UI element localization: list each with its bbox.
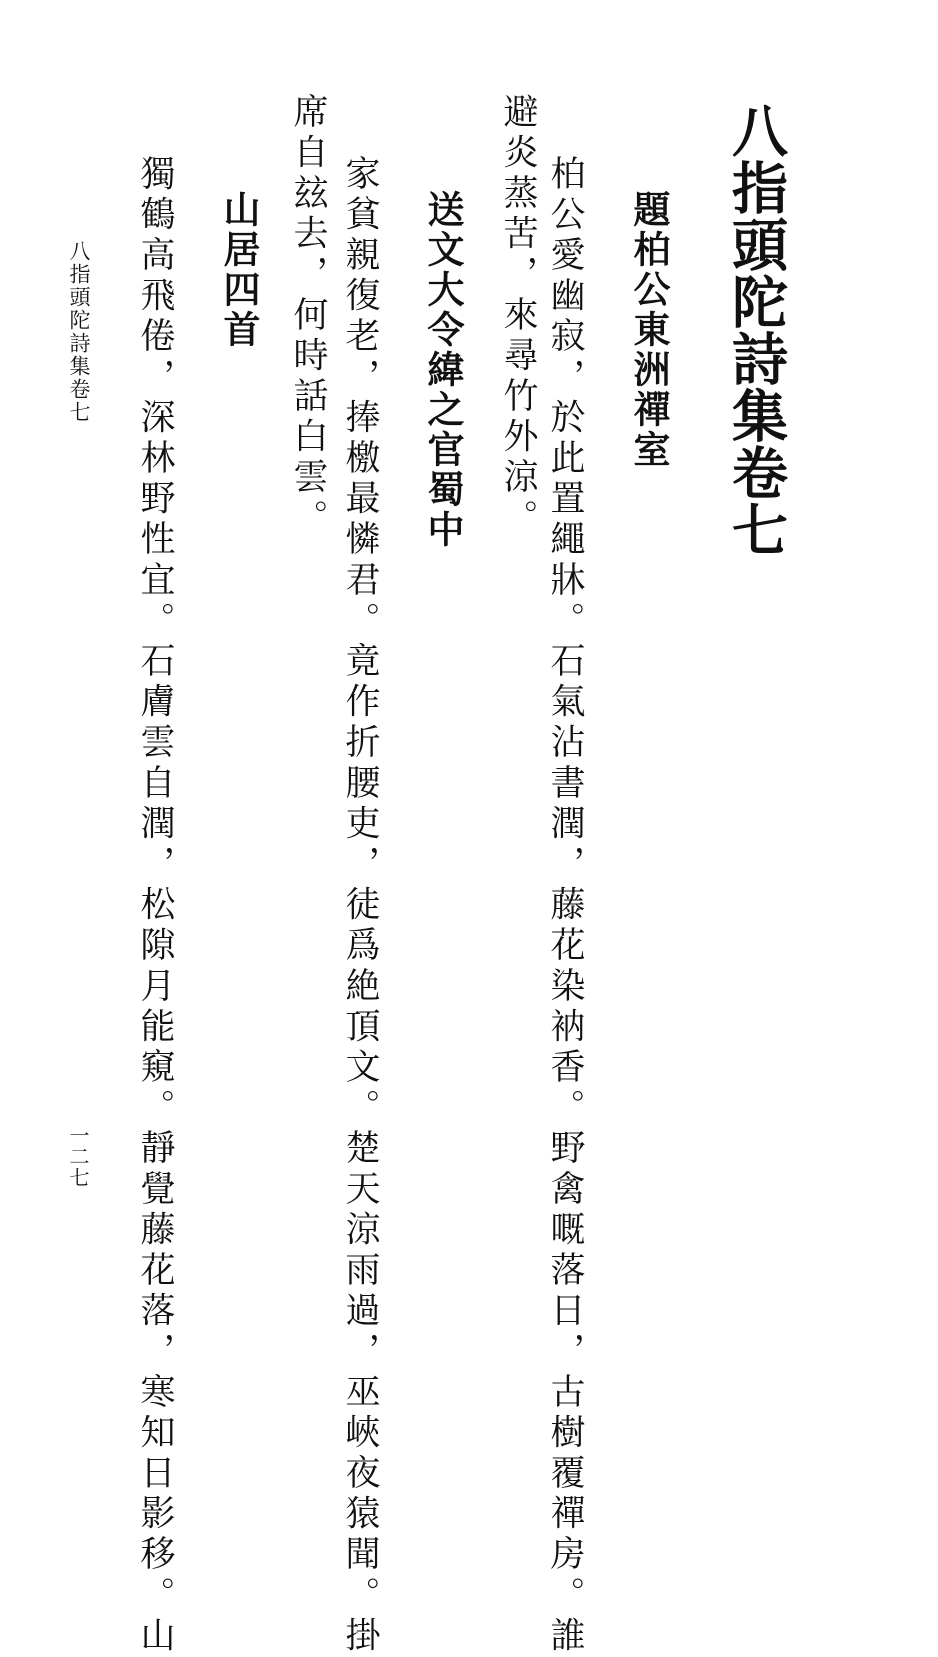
poem-2-line-1: 家貧親復老，捧檄最憐君。竟作折腰吏，徒爲絶頂文。楚天涼雨過，巫峽夜猿聞。掛 bbox=[340, 155, 380, 1657]
running-head: 八指頭陀詩集卷七 bbox=[67, 240, 91, 424]
poem-1-line-1: 柏公愛幽寂，於此置繩牀。石氣沾書潤，藤花染衲香。野禽嘅落日，古樹覆禪房。誰 bbox=[545, 155, 585, 1657]
page-number: 一二七 bbox=[66, 1125, 90, 1188]
volume-title: 八指頭陀詩集卷七 bbox=[723, 102, 789, 558]
poem-2-line-2: 席自玆去，何時話白雲。 bbox=[288, 93, 328, 540]
poem-3-line-1: 獨鶴高飛倦，深林野性宜。石膚雲自潤，松隙月能窺。靜覺藤花落，寒知日影移。山 bbox=[135, 155, 175, 1657]
poem-title-1: 題柏公東洲禪室 bbox=[627, 190, 671, 470]
poem-title-3: 山居四首 bbox=[217, 190, 261, 350]
poem-title-2: 送文大令緯之官蜀中 bbox=[421, 190, 465, 550]
poem-1-line-2: 避炎蒸苦，來尋竹外涼。 bbox=[498, 93, 538, 540]
